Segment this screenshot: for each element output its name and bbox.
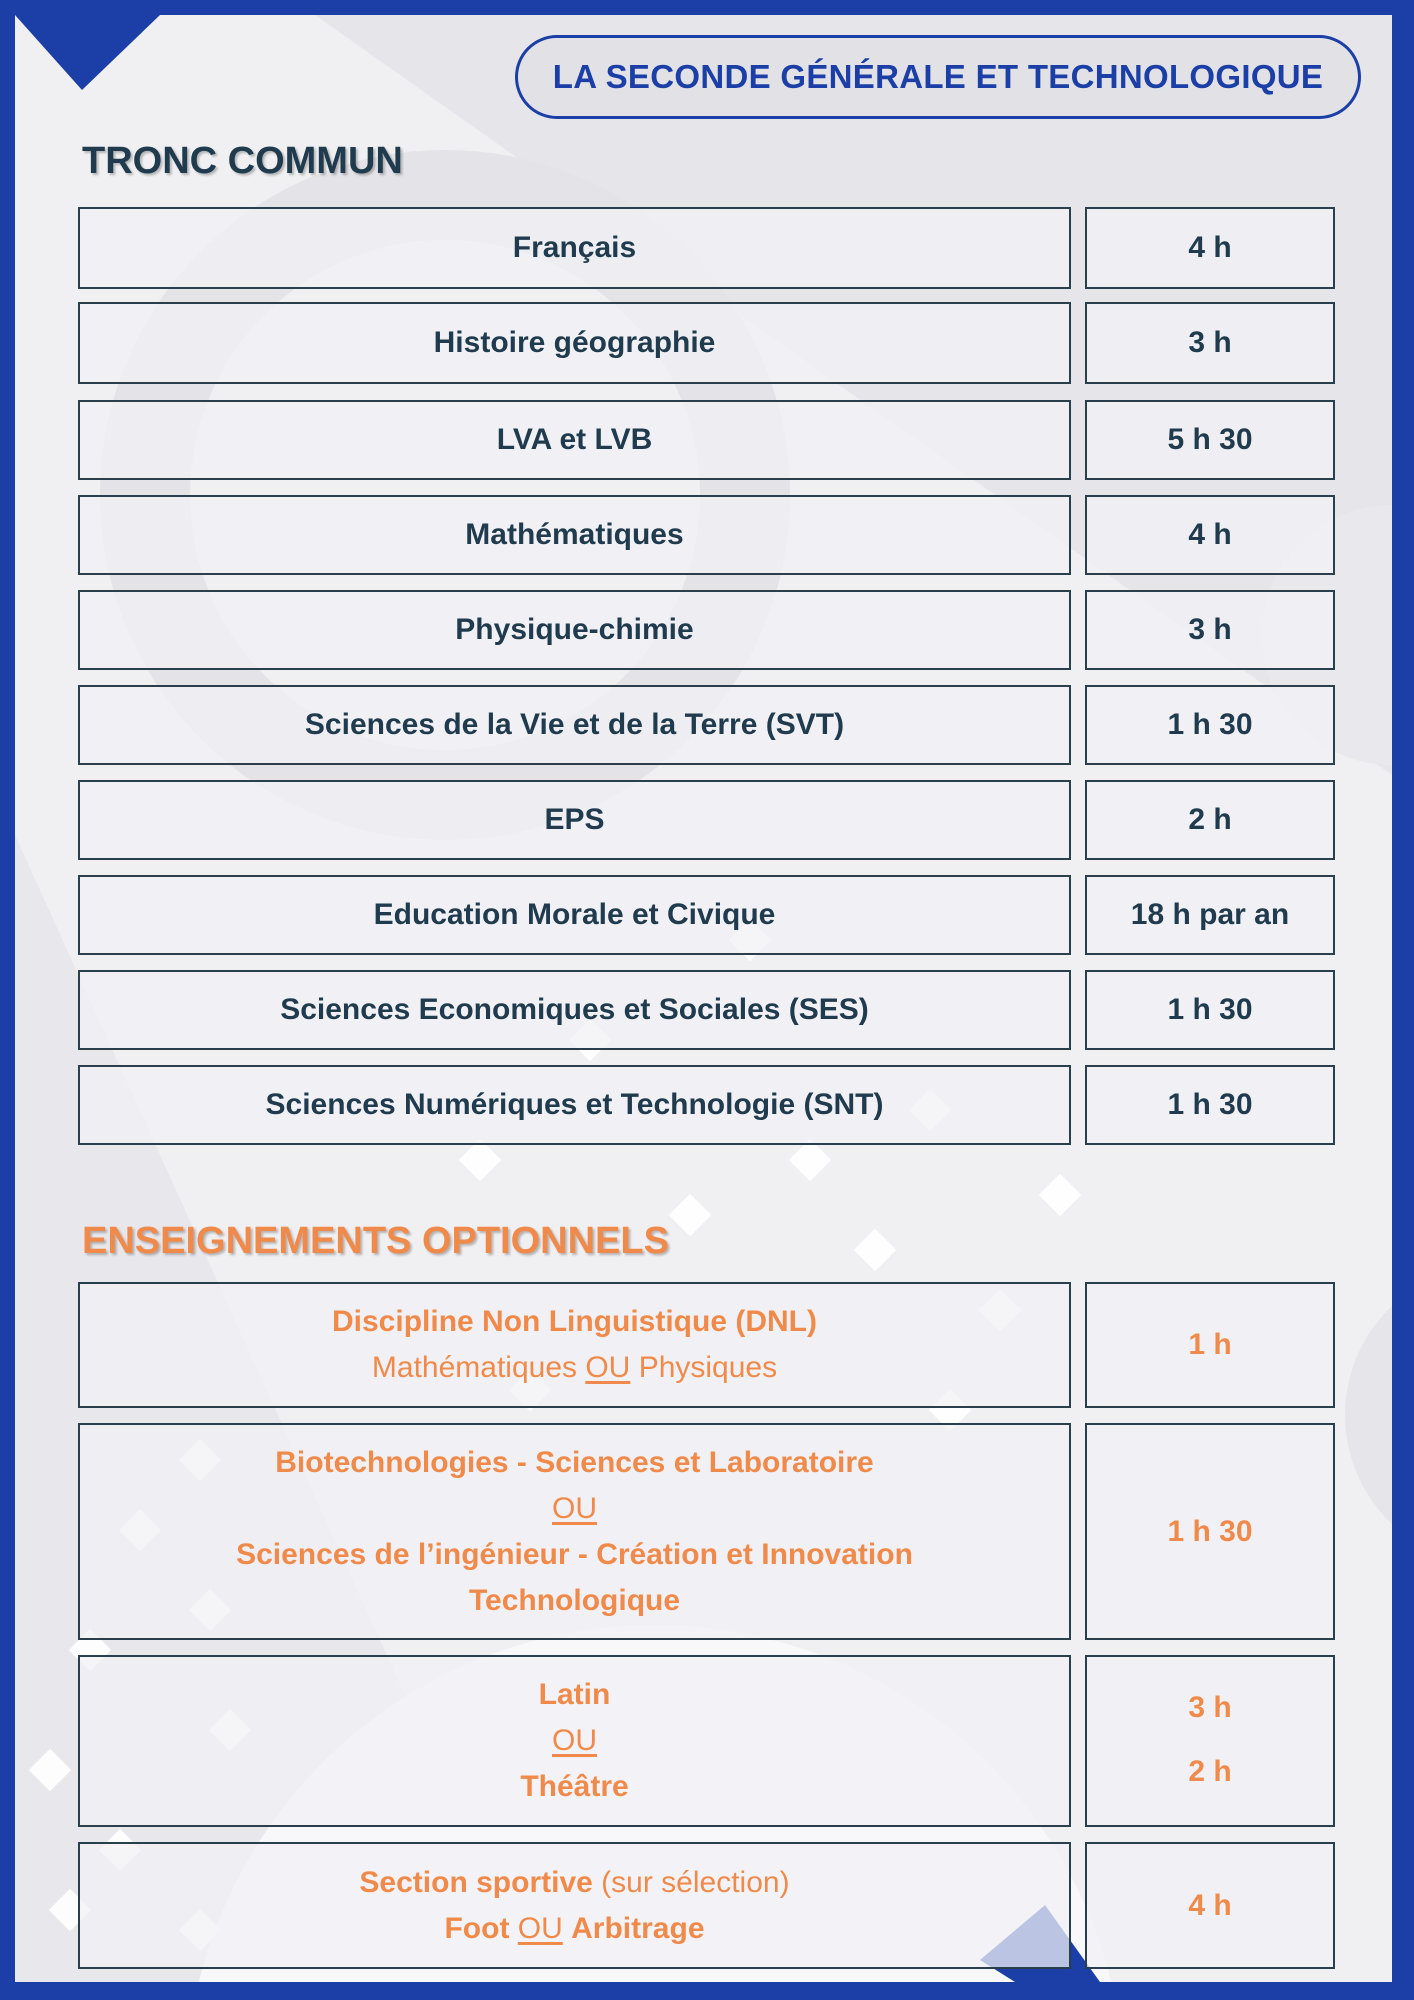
table-row — [78, 400, 1335, 480]
sport-option-a: Foot — [444, 1911, 510, 1945]
page-sheet — [15, 15, 1392, 1982]
sport-note: (sur sélection) — [601, 1865, 790, 1899]
hours-cell: 18 h par an — [1085, 875, 1335, 955]
table-row — [78, 970, 1335, 1050]
hours-cell: 4 h — [1085, 495, 1335, 575]
or-label: OU — [552, 1724, 597, 1757]
sport-title-line — [359, 1860, 789, 1906]
or-label: OU — [585, 1351, 631, 1384]
table-row — [78, 207, 1335, 289]
subject-cell — [78, 1842, 1071, 1969]
hours-cell: 3 h — [1085, 302, 1335, 384]
subject-cell: Education Morale et Civique — [78, 875, 1071, 955]
table-row-sport — [78, 1842, 1335, 1969]
sport-options — [444, 1906, 704, 1952]
table-row-bio — [78, 1423, 1335, 1640]
table-row — [78, 495, 1335, 575]
hours-cell: 1 h 30 — [1085, 685, 1335, 765]
hours-cell: 1 h 30 — [1085, 1065, 1335, 1145]
subject-cell: Sciences Numériques et Technologie (SNT) — [78, 1065, 1071, 1145]
table-row — [78, 1065, 1335, 1145]
subject-cell: Sciences Economiques et Sociales (SES) — [78, 970, 1071, 1050]
table-row — [78, 302, 1335, 384]
page-header-title: LA SECONDE GÉNÉRALE ET TECHNOLOGIQUE — [515, 35, 1361, 119]
dnl-option-a: Mathématiques — [371, 1351, 577, 1384]
subject-cell — [78, 1655, 1071, 1827]
hours-cell: 1 h 30 — [1085, 1423, 1335, 1640]
sport-title: Section sportive — [359, 1865, 593, 1899]
subject-cell: Français — [78, 207, 1071, 289]
subject-cell — [78, 1282, 1071, 1408]
subject-cell: Physique-chimie — [78, 590, 1071, 670]
section-title-optional: ENSEIGNEMENTS OPTIONNELS — [82, 1220, 669, 1262]
latin-label: Latin — [538, 1678, 611, 1711]
subject-cell: LVA et LVB — [78, 400, 1071, 480]
bio-line-1: Biotechnologies - Sciences et Laboratoire — [275, 1445, 874, 1479]
or-label: OU — [517, 1911, 563, 1945]
hours-cell — [1085, 1655, 1335, 1827]
hours-cell: 1 h 30 — [1085, 970, 1335, 1050]
table-row-dnl — [78, 1282, 1335, 1408]
table-row — [78, 590, 1335, 670]
table-row — [78, 685, 1335, 765]
theatre-hours: 2 h — [1188, 1755, 1232, 1788]
table-row — [78, 875, 1335, 955]
subject-cell: Sciences de la Vie et de la Terre (SVT) — [78, 685, 1071, 765]
latin-hours: 3 h — [1188, 1691, 1232, 1724]
bio-line-2: Sciences de l’ingénieur - Création et Innovation — [236, 1537, 913, 1571]
subject-cell: EPS — [78, 780, 1071, 860]
or-label: OU — [552, 1491, 597, 1525]
hours-cell: 1 h — [1085, 1282, 1335, 1408]
subject-cell — [78, 1423, 1071, 1640]
hours-cell: 4 h — [1085, 207, 1335, 289]
table-row-latin — [78, 1655, 1335, 1827]
subject-cell: Mathématiques — [78, 495, 1071, 575]
hours-cell: 3 h — [1085, 590, 1335, 670]
hours-cell: 5 h 30 — [1085, 400, 1335, 480]
hours-cell: 4 h — [1085, 1842, 1335, 1969]
dnl-title: Discipline Non Linguistique (DNL) — [332, 1305, 817, 1338]
table-row — [78, 780, 1335, 860]
theatre-label: Théâtre — [520, 1770, 629, 1803]
hours-cell: 2 h — [1085, 780, 1335, 860]
sport-option-b: Arbitrage — [571, 1911, 705, 1945]
dnl-option-b: Physiques — [638, 1351, 778, 1384]
bio-line-3: Technologique — [468, 1583, 681, 1617]
dnl-options — [372, 1345, 777, 1391]
section-title-common: TRONC COMMUN — [82, 140, 403, 182]
subject-cell: Histoire géographie — [78, 302, 1071, 384]
